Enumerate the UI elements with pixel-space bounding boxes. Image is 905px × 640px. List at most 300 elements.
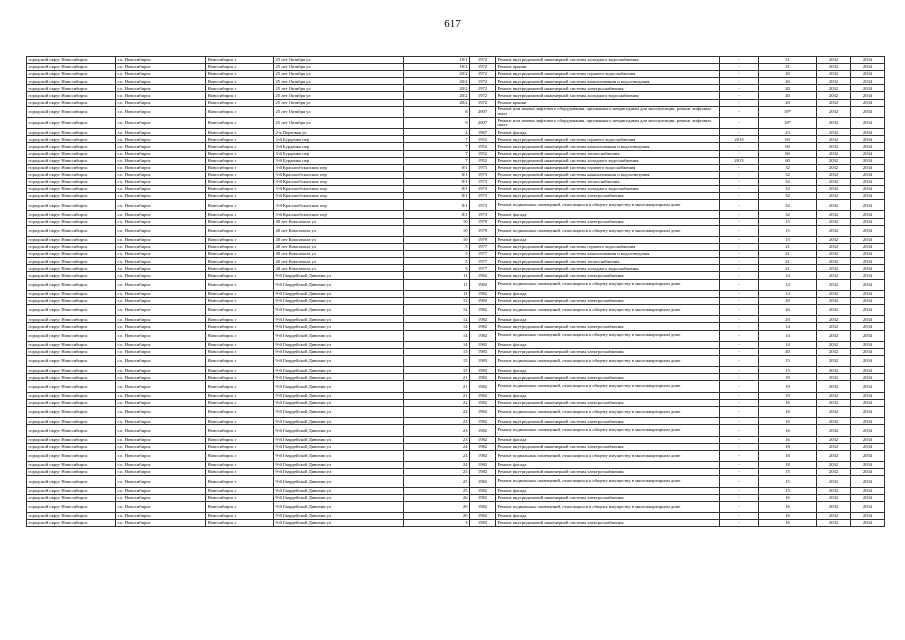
previous-repair-year-cell: - xyxy=(720,99,759,106)
period-end-cell: 2034 xyxy=(851,129,885,136)
city-cell: Новосибирск г xyxy=(206,341,274,348)
city-cell: Новосибирск г xyxy=(206,236,274,243)
house-number-cell: 15 xyxy=(404,355,470,366)
work-type-cell: Ремонт подвальных помещений, относящихся к общему имуществу в многоквартирном доме xyxy=(496,406,720,417)
work-type-cell: Ремонт крыши xyxy=(496,99,720,106)
work-type-cell: Ремонт фасада xyxy=(496,129,720,136)
period-start-cell: 2032 xyxy=(817,117,851,128)
work-type-cell: Ремонт фасада xyxy=(496,236,720,243)
work-type-cell: Ремонт внутридомовой инженерной системы электроснабжения xyxy=(496,399,720,406)
period-end-cell: 2034 xyxy=(851,211,885,218)
street-cell: 2-я Портовая ул xyxy=(274,129,404,136)
build-year-cell: 1983 xyxy=(470,367,496,374)
previous-repair-year-cell: - xyxy=(720,469,759,476)
municipality-cell: городской округ Новосибирск xyxy=(27,323,116,330)
municipality-cell: городской округ Новосибирск xyxy=(27,406,116,417)
municipality-cell: городской округ Новосибирск xyxy=(27,520,116,527)
city-cell: Новосибирск г xyxy=(206,443,274,450)
house-number-cell: 8/1 xyxy=(404,164,470,171)
house-number-cell: 21 xyxy=(404,392,470,399)
municipality-cell: городской округ Новосибирск xyxy=(27,99,116,106)
previous-repair-year-cell: - xyxy=(720,258,759,265)
house-number-cell: 8/1 xyxy=(404,200,470,211)
work-type-cell: Ремонт подвальных помещений, относящихся к общему имуществу в многоквартирном доме xyxy=(496,279,720,290)
municipality-cell: городской округ Новосибирск xyxy=(27,374,116,381)
house-number-cell: 26 xyxy=(404,494,470,501)
period-start-cell: 2032 xyxy=(817,381,851,392)
period-end-cell: 2034 xyxy=(851,418,885,425)
street-cell: 25 лет Октября ул xyxy=(274,71,404,78)
work-type-cell: Ремонт внутридомовой инженерной системы электроснабжения xyxy=(496,494,720,501)
settlement-cell: г.о. Новосибирск xyxy=(116,443,206,450)
settlement-cell: г.о. Новосибирск xyxy=(116,501,206,512)
wear-cell: 16 xyxy=(759,418,817,425)
previous-repair-year-cell: - xyxy=(720,236,759,243)
house-number-cell: 14 xyxy=(404,330,470,341)
street-cell: 9-й Гвардейской Дивизии ул xyxy=(274,323,404,330)
table-row xyxy=(27,171,885,178)
wear-cell: 15 xyxy=(759,469,817,476)
city-cell: Новосибирск г xyxy=(206,244,274,251)
period-start-cell: 2032 xyxy=(817,406,851,417)
previous-repair-year-cell: - xyxy=(720,501,759,512)
period-end-cell: 2034 xyxy=(851,85,885,92)
municipality-cell: городской округ Новосибирск xyxy=(27,297,116,304)
build-year-cell: 1982 xyxy=(470,513,496,520)
wear-cell: 18 xyxy=(759,462,817,469)
house-number-cell: 7 xyxy=(404,136,470,143)
house-number-cell: 20/2 xyxy=(404,99,470,106)
build-year-cell: 1972 xyxy=(470,78,496,85)
period-end-cell: 2034 xyxy=(851,399,885,406)
wear-cell: 14 xyxy=(759,341,817,348)
wear-cell: 32 xyxy=(759,171,817,178)
municipality-cell: городской округ Новосибирск xyxy=(27,218,116,225)
house-number-cell: 14 xyxy=(404,323,470,330)
period-end-cell: 2034 xyxy=(851,171,885,178)
city-cell: Новосибирск г xyxy=(206,355,274,366)
previous-repair-year-cell: - xyxy=(720,513,759,520)
work-type-cell: Ремонт внутридомовой инженерной системы канализования и водоотведения xyxy=(496,78,720,85)
work-type-cell: Ремонт внутридомовой инженерной системы электроснабжения xyxy=(496,297,720,304)
street-cell: 9-й Гвардейской Дивизии ул xyxy=(274,494,404,501)
build-year-cell: 1982 xyxy=(470,450,496,461)
municipality-cell: городской округ Новосибирск xyxy=(27,164,116,171)
settlement-cell: г.о. Новосибирск xyxy=(116,520,206,527)
wear-cell: 16 xyxy=(759,425,817,436)
period-start-cell: 2032 xyxy=(817,330,851,341)
build-year-cell: 1982 xyxy=(470,316,496,323)
period-end-cell: 2034 xyxy=(851,487,885,494)
settlement-cell: г.о. Новосибирск xyxy=(116,476,206,487)
work-type-cell: Ремонт фасада xyxy=(496,462,720,469)
period-start-cell: 2032 xyxy=(817,211,851,218)
work-type-cell: Ремонт внутридомовой инженерной системы канализования и водоотведения xyxy=(496,143,720,150)
period-start-cell: 2032 xyxy=(817,469,851,476)
period-start-cell: 2032 xyxy=(817,251,851,258)
wear-cell: 14 xyxy=(759,272,817,279)
build-year-cell: 1952 xyxy=(470,150,496,157)
period-start-cell: 2032 xyxy=(817,501,851,512)
wear-cell: 15 xyxy=(759,367,817,374)
period-start-cell: 2032 xyxy=(817,57,851,64)
wear-cell: 31 xyxy=(759,57,817,64)
city-cell: Новосибирск г xyxy=(206,85,274,92)
wear-cell: 20 xyxy=(759,99,817,106)
street-cell: 40 лет Комсомола ул xyxy=(274,258,404,265)
municipality-cell: городской округ Новосибирск xyxy=(27,399,116,406)
municipality-cell: городской округ Новосибирск xyxy=(27,392,116,399)
previous-repair-year-cell: - xyxy=(720,200,759,211)
period-end-cell: 2034 xyxy=(851,57,885,64)
settlement-cell: г.о. Новосибирск xyxy=(116,399,206,406)
previous-repair-year-cell: - xyxy=(720,297,759,304)
city-cell: Новосибирск г xyxy=(206,494,274,501)
previous-repair-year-cell: - xyxy=(720,186,759,193)
city-cell: Новосибирск г xyxy=(206,487,274,494)
work-type-cell: Ремонт внутридомовой инженерной системы электроснабжения xyxy=(496,272,720,279)
house-number-cell: 21 xyxy=(404,374,470,381)
period-end-cell: 2034 xyxy=(851,279,885,290)
table-row xyxy=(27,323,885,330)
street-cell: 3-й Краснообсказских пер xyxy=(274,178,404,185)
street-cell: 9-й Гвардейской Дивизии ул xyxy=(274,305,404,316)
settlement-cell: г.о. Новосибирск xyxy=(116,117,206,128)
city-cell: Новосибирск г xyxy=(206,305,274,316)
period-end-cell: 2034 xyxy=(851,164,885,171)
city-cell: Новосибирск г xyxy=(206,367,274,374)
house-number-cell: 10 xyxy=(404,218,470,225)
city-cell: Новосибирск г xyxy=(206,374,274,381)
settlement-cell: г.о. Новосибирск xyxy=(116,355,206,366)
work-type-cell: Ремонт внутридомовой инженерной системы горячего водоснабжения xyxy=(496,164,720,171)
city-cell: Новосибирск г xyxy=(206,330,274,341)
municipality-cell: городской округ Новосибирск xyxy=(27,236,116,243)
work-type-cell: Ремонт фасада xyxy=(496,392,720,399)
settlement-cell: г.о. Новосибирск xyxy=(116,348,206,355)
period-end-cell: 2034 xyxy=(851,265,885,272)
build-year-cell: 1972 xyxy=(470,64,496,71)
period-start-cell: 2032 xyxy=(817,513,851,520)
build-year-cell: 1982 xyxy=(470,323,496,330)
municipality-cell: городской округ Новосибирск xyxy=(27,316,116,323)
work-type-cell: Ремонт внутридомовой инженерной системы горячего водоснабжения xyxy=(496,244,720,251)
house-number-cell: 8/1 xyxy=(404,186,470,193)
build-year-cell: 1977 xyxy=(470,258,496,265)
period-end-cell: 2034 xyxy=(851,143,885,150)
previous-repair-year-cell: - xyxy=(720,57,759,64)
municipality-cell: городской округ Новосибирск xyxy=(27,305,116,316)
table-row xyxy=(27,78,885,85)
city-cell: Новосибирск г xyxy=(206,136,274,143)
period-end-cell: 2034 xyxy=(851,136,885,143)
work-type-cell: Ремонт фасада xyxy=(496,341,720,348)
settlement-cell: г.о. Новосибирск xyxy=(116,290,206,297)
city-cell: Новосибирск г xyxy=(206,258,274,265)
wear-cell: 32 xyxy=(759,211,817,218)
build-year-cell: 1982 xyxy=(470,290,496,297)
municipality-cell: городской округ Новосибирск xyxy=(27,171,116,178)
build-year-cell: 1982 xyxy=(470,272,496,279)
build-year-cell: 1983 xyxy=(470,355,496,366)
period-end-cell: 2034 xyxy=(851,513,885,520)
period-end-cell: 2034 xyxy=(851,462,885,469)
street-cell: 9-й Гвардейской Дивизии ул xyxy=(274,272,404,279)
municipality-cell: городской округ Новосибирск xyxy=(27,57,116,64)
previous-repair-year-cell: - xyxy=(720,399,759,406)
build-year-cell: 1983 xyxy=(470,520,496,527)
city-cell: Новосибирск г xyxy=(206,406,274,417)
street-cell: 9-й Гвардейской Дивизии ул xyxy=(274,501,404,512)
street-cell: 9-й Гвардейской Дивизии ул xyxy=(274,418,404,425)
street-cell: 40 лет Комсомола ул xyxy=(274,218,404,225)
city-cell: Новосибирск г xyxy=(206,251,274,258)
period-end-cell: 2034 xyxy=(851,381,885,392)
wear-cell: 21 xyxy=(759,251,817,258)
settlement-cell: г.о. Новосибирск xyxy=(116,218,206,225)
house-number-cell: 25 xyxy=(404,487,470,494)
build-year-cell: 1983 xyxy=(470,348,496,355)
street-cell: 9-й Гвардейской Дивизии ул xyxy=(274,367,404,374)
table-row xyxy=(27,418,885,425)
wear-cell: 20 xyxy=(759,71,817,78)
city-cell: Новосибирск г xyxy=(206,381,274,392)
period-start-cell: 2032 xyxy=(817,450,851,461)
previous-repair-year-cell: - xyxy=(720,64,759,71)
settlement-cell: г.о. Новосибирск xyxy=(116,330,206,341)
build-year-cell: 1972 xyxy=(470,92,496,99)
table-row xyxy=(27,501,885,512)
table-row xyxy=(27,381,885,392)
build-year-cell: 1952 xyxy=(470,157,496,164)
period-start-cell: 2032 xyxy=(817,443,851,450)
build-year-cell: 1982 xyxy=(470,305,496,316)
work-type-cell: Ремонт внутридомовой инженерной системы электроснабжения xyxy=(496,443,720,450)
previous-repair-year-cell: - xyxy=(720,367,759,374)
table-row xyxy=(27,462,885,469)
work-type-cell: Ремонт подвальных помещений, относящихся к общему имуществу в многоквартирном доме xyxy=(496,425,720,436)
street-cell: 9-й Гвардейской Дивизии ул xyxy=(274,513,404,520)
house-number-cell: 18/1 xyxy=(404,64,470,71)
city-cell: Новосибирск г xyxy=(206,272,274,279)
house-number-cell: 22 xyxy=(404,399,470,406)
street-cell: 25 лет Октября ул xyxy=(274,64,404,71)
period-end-cell: 2034 xyxy=(851,71,885,78)
work-type-cell: Ремонт подвальных помещений, относящихся к общему имуществу в многоквартирном доме xyxy=(496,305,720,316)
house-number-cell: 3 xyxy=(404,520,470,527)
wear-cell: 21 xyxy=(759,244,817,251)
build-year-cell: 1982 xyxy=(470,494,496,501)
period-end-cell: 2034 xyxy=(851,367,885,374)
previous-repair-year-cell: - xyxy=(720,92,759,99)
period-start-cell: 2032 xyxy=(817,200,851,211)
previous-repair-year-cell: - xyxy=(720,494,759,501)
settlement-cell: г.о. Новосибирск xyxy=(116,178,206,185)
work-type-cell: Ремонт фасада xyxy=(496,211,720,218)
settlement-cell: г.о. Новосибирск xyxy=(116,106,206,117)
house-number-cell: 10 xyxy=(404,225,470,236)
municipality-cell: городской округ Новосибирск xyxy=(27,225,116,236)
municipality-cell: городской округ Новосибирск xyxy=(27,367,116,374)
house-number-cell: 26 xyxy=(404,501,470,512)
previous-repair-year-cell: - xyxy=(720,211,759,218)
settlement-cell: г.о. Новосибирск xyxy=(116,469,206,476)
municipality-cell: городской округ Новосибирск xyxy=(27,106,116,117)
house-number-cell: 25 xyxy=(404,469,470,476)
settlement-cell: г.о. Новосибирск xyxy=(116,406,206,417)
build-year-cell: 1982 xyxy=(470,425,496,436)
period-end-cell: 2034 xyxy=(851,218,885,225)
wear-cell: 60 xyxy=(759,150,817,157)
build-year-cell: 2007 xyxy=(470,106,496,117)
street-cell: 25 лет Октября ул xyxy=(274,117,404,128)
settlement-cell: г.о. Новосибирск xyxy=(116,136,206,143)
period-start-cell: 2032 xyxy=(817,341,851,348)
period-end-cell: 2034 xyxy=(851,99,885,106)
table-row xyxy=(27,392,885,399)
street-cell: 40 лет Комсомола ул xyxy=(274,251,404,258)
settlement-cell: г.о. Новосибирск xyxy=(116,341,206,348)
wear-cell: 15 xyxy=(759,218,817,225)
build-year-cell: 1979 xyxy=(470,236,496,243)
build-year-cell: 1972 xyxy=(470,57,496,64)
settlement-cell: г.о. Новосибирск xyxy=(116,78,206,85)
work-type-cell: Ремонт внутридомовой инженерной системы холодного водоснабжения xyxy=(496,265,720,272)
settlement-cell: г.о. Новосибирск xyxy=(116,225,206,236)
street-cell: 9-й Гвардейской Дивизии ул xyxy=(274,436,404,443)
work-type-cell: Ремонт внутридомовой инженерной системы теплоснабжения xyxy=(496,150,720,157)
period-start-cell: 2032 xyxy=(817,143,851,150)
wear-cell: 32 xyxy=(759,186,817,193)
work-type-cell: Ремонт внутридомовой инженерной системы электроснабжения xyxy=(496,374,720,381)
house-number-cell: 20/2 xyxy=(404,85,470,92)
build-year-cell: 1982 xyxy=(470,399,496,406)
settlement-cell: г.о. Новосибирск xyxy=(116,236,206,243)
city-cell: Новосибирск г xyxy=(206,399,274,406)
period-end-cell: 2034 xyxy=(851,297,885,304)
street-cell: 3-й Бурденко пер xyxy=(274,136,404,143)
settlement-cell: г.о. Новосибирск xyxy=(116,367,206,374)
municipality-cell: городской округ Новосибирск xyxy=(27,64,116,71)
period-start-cell: 2032 xyxy=(817,279,851,290)
settlement-cell: г.о. Новосибирск xyxy=(116,297,206,304)
previous-repair-year-cell: - xyxy=(720,225,759,236)
table-row xyxy=(27,494,885,501)
work-type-cell: Ремонт подвальных помещений, относящихся к общему имуществу в многоквартирном доме xyxy=(496,501,720,512)
wear-cell: 18* xyxy=(759,117,817,128)
house-number-cell: 12 xyxy=(404,316,470,323)
municipality-cell: городской округ Новосибирск xyxy=(27,92,116,99)
street-cell: 3-й Бурденко пер xyxy=(274,150,404,157)
previous-repair-year-cell: - xyxy=(720,150,759,157)
settlement-cell: г.о. Новосибирск xyxy=(116,64,206,71)
house-number-cell: 8/1 xyxy=(404,178,470,185)
house-number-cell: 23 xyxy=(404,436,470,443)
table-row xyxy=(27,218,885,225)
municipality-cell: городской округ Новосибирск xyxy=(27,348,116,355)
wear-cell: 20 xyxy=(759,305,817,316)
street-cell: 25 лет Октября ул xyxy=(274,106,404,117)
street-cell: 9-й Гвардейской Дивизии ул xyxy=(274,348,404,355)
period-start-cell: 2032 xyxy=(817,186,851,193)
period-start-cell: 2032 xyxy=(817,178,851,185)
wear-cell: 15 xyxy=(759,355,817,366)
table-row xyxy=(27,436,885,443)
municipality-cell: городской округ Новосибирск xyxy=(27,381,116,392)
period-start-cell: 2032 xyxy=(817,348,851,355)
house-number-cell: 8/1 xyxy=(404,193,470,200)
wear-cell: 19 xyxy=(759,392,817,399)
previous-repair-year-cell: - xyxy=(720,425,759,436)
municipality-cell: городской округ Новосибирск xyxy=(27,136,116,143)
period-end-cell: 2034 xyxy=(851,323,885,330)
previous-repair-year-cell: - xyxy=(720,392,759,399)
period-start-cell: 2032 xyxy=(817,305,851,316)
table-row xyxy=(27,305,885,316)
house-number-cell: 20/2 xyxy=(404,71,470,78)
street-cell: 25 лет Октября ул xyxy=(274,78,404,85)
house-number-cell: 15 xyxy=(404,348,470,355)
municipality-cell: городской округ Новосибирск xyxy=(27,513,116,520)
period-end-cell: 2034 xyxy=(851,348,885,355)
wear-cell: 20 xyxy=(759,297,817,304)
previous-repair-year-cell: - xyxy=(720,78,759,85)
work-type-cell: Ремонт фасада xyxy=(496,367,720,374)
work-type-cell: Ремонт внутридомовой инженерной системы канализования и водоотведения xyxy=(496,251,720,258)
period-end-cell: 2034 xyxy=(851,330,885,341)
wear-cell: 18* xyxy=(759,106,817,117)
table-row xyxy=(27,244,885,251)
settlement-cell: г.о. Новосибирск xyxy=(116,272,206,279)
previous-repair-year-cell: - xyxy=(720,164,759,171)
build-year-cell: 1973 xyxy=(470,193,496,200)
work-type-cell: Ремонт внутридомовой инженерной системы электроснабжения xyxy=(496,323,720,330)
street-cell: 9-й Гвардейской Дивизии ул xyxy=(274,399,404,406)
municipality-cell: городской округ Новосибирск xyxy=(27,290,116,297)
table-row xyxy=(27,64,885,71)
previous-repair-year-cell: - xyxy=(720,129,759,136)
city-cell: Новосибирск г xyxy=(206,436,274,443)
municipality-cell: городской округ Новосибирск xyxy=(27,129,116,136)
work-type-cell: Ремонт внутридомовой инженерной системы теплоснабжения xyxy=(496,178,720,185)
street-cell: 9-й Гвардейской Дивизии ул xyxy=(274,520,404,527)
period-start-cell: 2032 xyxy=(817,374,851,381)
table-row xyxy=(27,193,885,200)
period-start-cell: 2032 xyxy=(817,355,851,366)
work-type-cell: Ремонт фасада xyxy=(496,487,720,494)
table-row xyxy=(27,487,885,494)
table-row xyxy=(27,425,885,436)
build-year-cell: 1982 xyxy=(470,406,496,417)
street-cell: 9-й Гвардейской Дивизии ул xyxy=(274,355,404,366)
city-cell: Новосибирск г xyxy=(206,150,274,157)
period-start-cell: 2032 xyxy=(817,399,851,406)
wear-cell: 15 xyxy=(759,236,817,243)
street-cell: 9-й Гвардейской Дивизии ул xyxy=(274,487,404,494)
street-cell: 3-й Краснообсказских пер xyxy=(274,164,404,171)
municipality-cell: городской округ Новосибирск xyxy=(27,78,116,85)
city-cell: Новосибирск г xyxy=(206,78,274,85)
wear-cell: 23 xyxy=(759,129,817,136)
work-type-cell: Ремонт внутридомовой инженерной системы горячего водоснабжения xyxy=(496,136,720,143)
table-row xyxy=(27,367,885,374)
work-type-cell: Ремонт внутридомовой инженерной системы теплоснабжения xyxy=(496,258,720,265)
house-number-cell: 26 xyxy=(404,513,470,520)
wear-cell: 18 xyxy=(759,450,817,461)
work-type-cell: Ремонт фасада xyxy=(496,436,720,443)
street-cell: 9-й Гвардейской Дивизии ул xyxy=(274,316,404,323)
house-number-cell: 18/1 xyxy=(404,57,470,64)
